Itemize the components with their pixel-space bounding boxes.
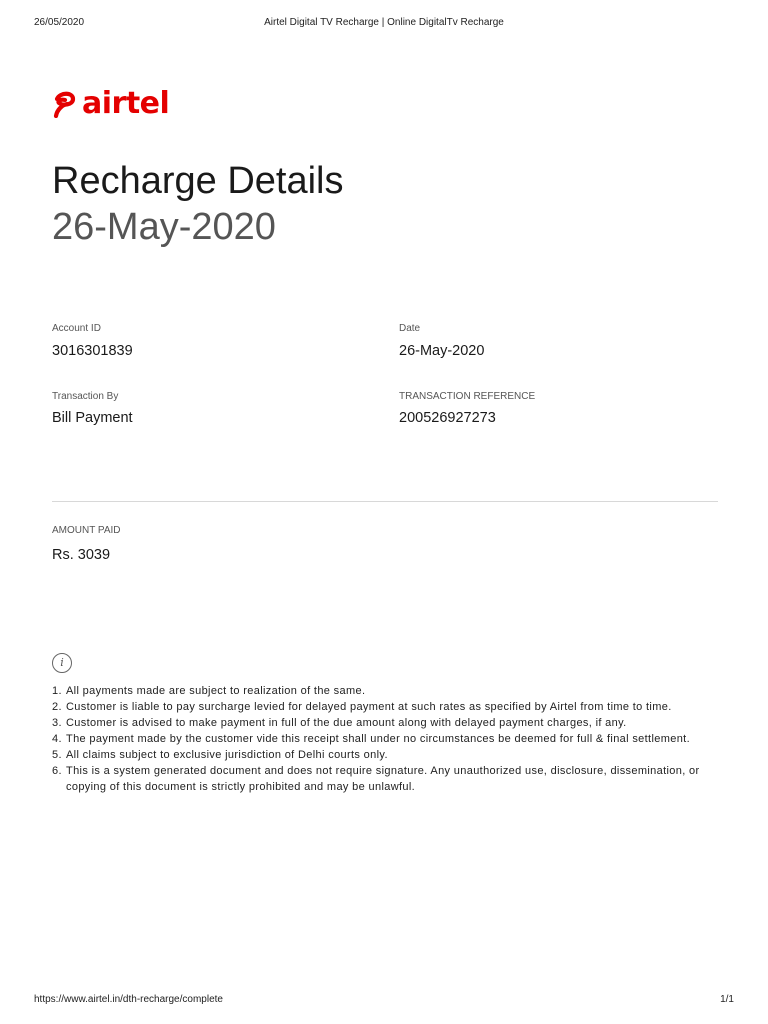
terms-item-number: 6. <box>52 765 62 777</box>
section-divider <box>52 501 718 502</box>
page-title: Recharge Details <box>52 160 344 202</box>
terms-item-number: 2. <box>52 701 62 713</box>
transaction-reference-value: 200526927273 <box>399 410 496 426</box>
terms-item <box>52 699 718 715</box>
terms-list <box>52 683 718 795</box>
transaction-by-value: Bill Payment <box>52 410 133 426</box>
terms-item-number: 4. <box>52 733 62 745</box>
terms-item-text: All claims subject to exclusive jurisdiction of Delhi courts only. <box>66 749 388 761</box>
amount-paid-label: AMOUNT PAID <box>52 525 121 536</box>
print-header <box>34 17 734 31</box>
account-id-value: 3016301839 <box>52 343 133 359</box>
page-url: https://www.airtel.in/dth-recharge/complete <box>34 994 223 1005</box>
terms-item-number: 1. <box>52 685 62 697</box>
info-icon: i <box>52 653 72 673</box>
airtel-wordmark: airtel <box>82 86 170 121</box>
account-id-label: Account ID <box>52 323 101 334</box>
terms-item-text: Customer is advised to make payment in full of the due amount along with delayed payment charges, if any. <box>66 717 627 729</box>
terms-item-text: All payments made are subject to realization of the same. <box>66 685 366 697</box>
terms-item <box>52 731 718 747</box>
amount-paid-value: Rs. 3039 <box>52 547 111 563</box>
print-footer <box>34 994 734 1008</box>
terms-item-text: Customer is liable to pay surcharge levied for delayed payment at such rates as specified by Airtel from time to time. <box>66 701 672 713</box>
date-value: 26-May-2020 <box>399 343 485 359</box>
date-label: Date <box>399 323 421 334</box>
print-date: 26/05/2020 <box>34 17 85 28</box>
transaction-by-label: Transaction By <box>52 391 119 402</box>
terms-item <box>52 715 718 731</box>
terms-item-text: This is a system generated document and does not require signature. Any unauthorized use, disclosure, dissemination, or copying of this document is strictly prohibited and may be unlawful. <box>66 765 700 793</box>
terms-item <box>52 747 718 763</box>
page-number: 1/1 <box>720 994 734 1005</box>
print-page-title: Airtel Digital TV Recharge | Online DigitalTv Recharge <box>264 17 504 28</box>
transaction-reference-label: TRANSACTION REFERENCE <box>399 391 536 402</box>
terms-item-number: 5. <box>52 749 62 761</box>
airtel-logo-icon <box>52 90 76 118</box>
page-subtitle-date: 26-May-2020 <box>52 206 276 248</box>
airtel-logo <box>52 84 169 124</box>
terms-item <box>52 763 718 795</box>
terms-item-number: 3. <box>52 717 62 729</box>
terms-item <box>52 683 718 699</box>
terms-item-text: The payment made by the customer vide this receipt shall under no circumstances be deemed for full & final settlement. <box>66 733 690 745</box>
